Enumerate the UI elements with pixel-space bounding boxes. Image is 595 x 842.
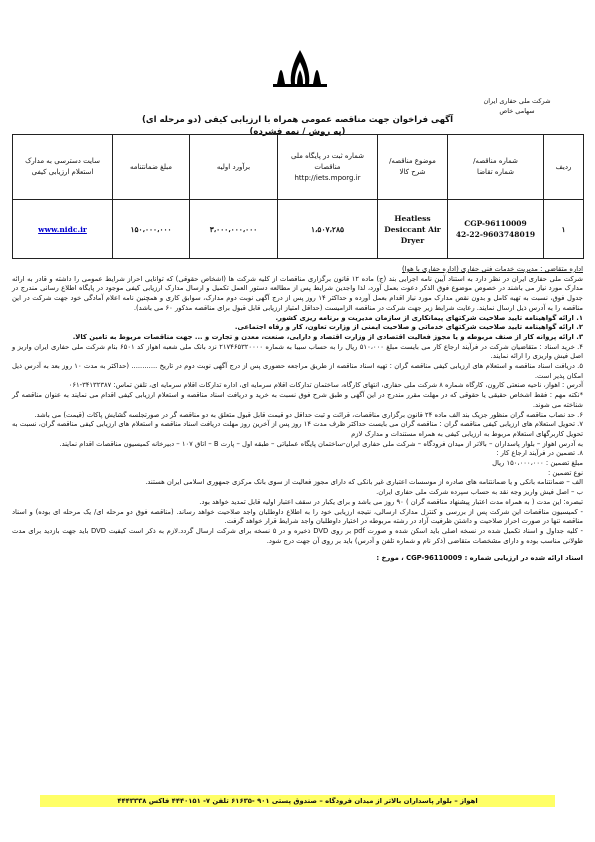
company-name-line: شرکت ملی حفاری ایران (483, 97, 551, 105)
tender-table-header-row (13, 135, 584, 200)
important-note: *نکته مهم : فقط اشخاص حقیقی یا حقوقی که در مهلت مقرر مندرج در این آگهی و طبق شرح فوق نسبت به خرید و دریافت اسناد مناقصه و استعلام ارزیابی کیفی اقدام می نمایند به عنوان مناقصه گر شناخته می شوند. (12, 391, 583, 409)
cell-estimate: ۳،۰۰۰،۰۰۰،۰۰۰ (190, 200, 278, 259)
reference-line: اسناد ارائه شده در ارزیابی شماره : CGP-96110009 ، مورخ : (376, 554, 583, 563)
company-type-line: سهامی خاص (499, 107, 535, 115)
cell-tender-number: CGP-96110009 42-22-9603748019 (448, 200, 544, 259)
requirement-3: ۳. ارائه پروانه کار از صنف مربوطه و یا مجوز فعالیت اقتصادی از وزارت اقتصاد و دارایی، صنعت، معدن و تجارت و ... جهت مناقصات مربوط به تامین کالا. (72, 332, 583, 341)
guarantee-type-heading: نوع تضمین : (547, 468, 583, 477)
quorum-paragraph: ۶. حد نصاب مناقصه گران منظور جزیک بند الف ماده ۲۴ قانون برگزاری مناقصات، قرائت و ثبت حداقل دو قیمت قابل قبول متعلق به دو مناقصه گر در صورتجلسه گشایش پاکات (قیمت) می باشد. (34, 410, 583, 419)
announcement-body (12, 265, 583, 564)
header-registration-number: شماره ثبت در پایگاه ملی مناقصات http://iets.mporg.ir (278, 135, 378, 200)
header-guarantee: مبلغ ضمانتنامه (113, 135, 190, 200)
receive-documents: ۵. دریافت اسناد مناقصه و استعلام های ارزیابی کیفی مناقصه گران : تهیه اسناد مناقصه از طریق مراجعه حضوری پس از درج آگهی نوبت دوم در تاریخ ............ (حداکثر به مدت ۱۰ روز بعد به آدرس ذیل امکان پذیر است. (12, 362, 583, 380)
title-line-2: (یه روش / نمه فشرده) (249, 127, 346, 137)
cell-registration-number: ۱،۵۰۷،۲۸۵ (278, 200, 378, 259)
delivery-address: به آدرس اهواز – بلوار پاسداران – بالاتر از میدان فرودگاه – شرکت ملی حفاری ایران-ساختمان پایگاه عملیاتی – طبقه اول – پارت B – اتاق ۱۰۷ – دبیرخانه کمیسیون مناقصات اقدام نمایند. (59, 439, 583, 448)
dvd-paragraph: - کلیه جداول و اسناد تکمیل شده در نسخه اصلی باید اسکن شده و صورت pdf بر روی DVD ذخیره و در ۵ نسخه برای شرکت ارسال گردد.لازم به ذکر است کیفیت DVD باید جهت بازدید برای مدت طولانی مناسب بوده و دارای مشخصات متقاضی (ذکر نام و شماره تلفن و آدرس) باید بر روی آن جهت درج شود. (12, 526, 584, 545)
header-tender-number: شماره مناقصه/ شماره تقاضا (448, 135, 544, 200)
title-line-1: آگهی فراخوان جهت مناقصه عمومی همراه با ارزیابی کیفی (دو مرحله ای) (141, 115, 454, 125)
guarantee-heading: ۸. تضمین در فرآیند ارجاع کار : (496, 449, 583, 458)
commission-paragraph: - کمیسیون مناقصات این شرکت پس از بررسی و کنترل مدارک ارسالی، نتیجه ارزیابی خود را به اطلاع داوطلبان واجد صلاحیت خواهد رساند. (مناقصه فوق دو مرحله ای/ یک مرحله ای بوده) و اسناد مناقصه تنها در صورت احراز صلاحیت و داشتن ظرفیت آزاد در رشته مربوطه در اختیار داوطلبان واجد شرایط قرار خواهد گرفت. (12, 507, 583, 526)
requirement-1: ۱. ارائه گواهینامه تایید صلاحیت شرکتهای پیمانکاری از سازمان مدیریت و برنامه ریزی کشور. (275, 313, 583, 322)
guarantee-note: تبصره: این مدت ( به همراه مدت اعتبار پیشنهاد مناقصه گران ) ۹۰ روز می باشد و برای یکبار در سقف اعتبار اولیه قابل تمدید خواهد بود. (199, 497, 583, 506)
intro-paragraph: شرکت ملی حفاری ایران در نظر دارد به استناد آیین نامه اجرایی بند (ج) ماده ۱۲ قانون برگزاری مناقصات از کلیه شرکت ها (اشخاص حقوقی) که توانایی احراز شرایط عمومی را داشته و قادر به ارائه مدارک مورد نیاز می باشند در خصوص موضوع فوق الذکر دعوت بعمل آورد، لذا واجدین شرایط پس از مطالعه دستور العمل تکمیل و ارسال مدارک ارزیابی کیفی موجود در پایگاه اطلاع رسانی مندرج در جدول فوق، نسبت به تهیه کامل و بدون نقص مدارک مورد نیاز اقدام بعمل آورده و حداکثر ۱۴ روز پس از درج آگهی نوبت دوم مدارک، سوابق کاری و همچنین نامه اعلام آمادگی خود جهت شرکت در این مناقصه را به آدرس ذیل ارسال نمایند. رعایت شرایط زیر جهت شرکت در مناقصه الزامیست (حداقل امتیاز ارزیابی قابل قبول برای مناقصه مذکور ۶۰ می باشد). (12, 274, 584, 312)
table-row (13, 200, 584, 259)
header-access-site: سایت دسترسی به مدارک استعلام ارزیابی کیفی (13, 135, 113, 200)
guarantee-amount: مبلغ تضمین : ۱۵۰،۰۰۰،۰۰۰ ریال (492, 459, 583, 468)
cell-row-number: ۱ (544, 200, 584, 259)
tender-table (12, 134, 584, 259)
delivery-paragraph: ۷. تحویل استعلام های ارزیابی کیفی مناقصه گران : مناقصه گران می بایست حداکثر ظرف مدت ۱۴ روز پس از آخرین روز مهلت دریافت اسناد مناقصه و استعلام های ارزیابی کیفی مناقصه گران، نسبت به تحویل کاربرگهای استعلام مربوط به ارزیابی کیفی به همراه مستندات و مدارک لازم (12, 420, 583, 438)
footer-address: اهواز – بلوار پاسداران بالاتر از میدان فرودگاه – صندوق پستی ۹۰۱ -۶۱۶۳۵ تلفن ۷- ۴۴۴۰۱۵۱ فاکس ۴۴۴۳۳۳۸ (40, 795, 555, 807)
header-estimate: برآورد اولیه (190, 135, 278, 200)
guarantee-type-b: ب – اصل فیش واریز وجه نقد به حساب سپرده شرکت ملی حفاری ایران. (376, 488, 583, 497)
requesting-department: اداره متقاضی : مدیریت خدمات فنی حفاری (اداره حفاری با هوا) (402, 265, 583, 273)
cell-guarantee: ۱۵۰،۰۰۰،۰۰۰ (113, 200, 190, 259)
purchase-documents: ۴. خرید اسناد : متقاضیان شرکت در فرآیند ارجاع کار می بایست مبلغ ۵۱۰،۰۰۰ ریال را به حساب سیبا به شماره ۲۱۷۴۶۵۳۲۰۰۰۰ نزد بانک ملی شعبه اهواز کد ۶۵۰۱ بنام شرکت ملی حفاری ایران واریز و اصل فیش واریزی را ارائه نمایند. (12, 342, 584, 361)
nidc-site-link[interactable]: www.nidc.ir (38, 224, 87, 234)
requirement-2: ۲. ارائه گواهینامه تایید صلاحیت شرکتهای خدماتی و صلاحیت ایمنی از وزارت تعاون، کار و رفاه اجتماعی. (234, 323, 583, 332)
header-row-number: ردیف (544, 135, 584, 200)
company-name (457, 96, 577, 116)
cell-access-site (13, 200, 113, 259)
cell-tender-subject: Heatless Desiccant Air Dryer (378, 200, 448, 259)
address-karun: آدرس : اهواز، ناحیه صنعتی کارون، کارگاه شماره ۸ شرکت ملی حفاری، انتهای کارگاه، ساختمان تدارکات اقلام سرمایه ای، اداره تدارکات اقلام سرمایه ای، تلفن تماس: ۳۴۱۳۲۳۸۷-۰۶۱ (68, 381, 583, 390)
nidc-logo-icon (267, 44, 333, 90)
guarantee-type-a: الف – ضمانتنامه بانکی و یا ضمانتنامه های صادره از موسسات اعتباری غیر بانکی که دارای مجوز فعالیت از سوی بانک مرکزی جمهوری اسلامی ایران هستند. (145, 478, 583, 487)
header-tender-subject: موضوع مناقصه/ شرح کالا (378, 135, 448, 200)
